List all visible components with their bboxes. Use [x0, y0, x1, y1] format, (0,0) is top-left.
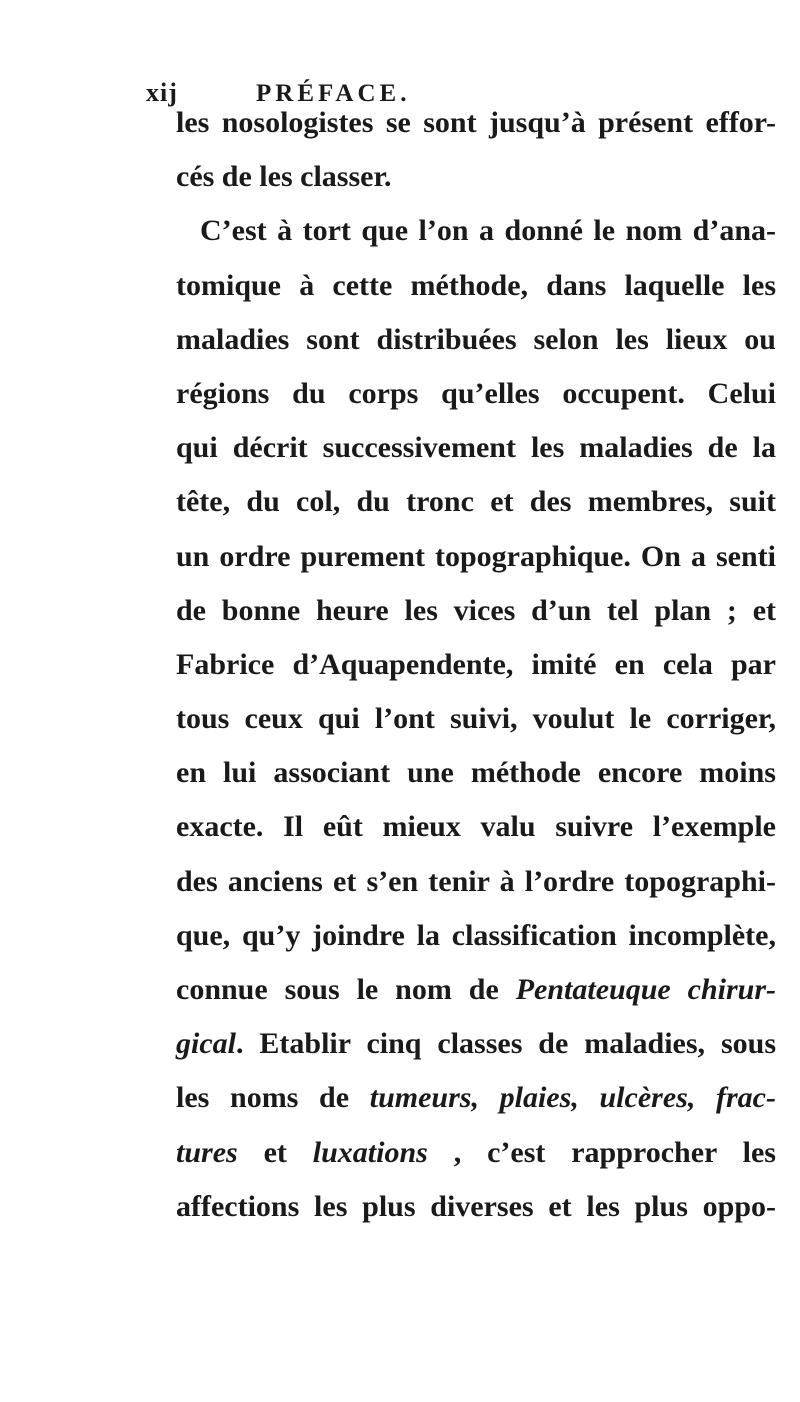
text-line [176, 963, 776, 1017]
text-line: tête, du col, du tronc et des membres, suit [176, 485, 776, 519]
text-line: cés de les classer. [176, 160, 392, 194]
text-line: maladies sont distribuées selon les lieux ou [176, 322, 776, 356]
text-line [176, 1071, 776, 1125]
italic-term: plaies [499, 1081, 572, 1115]
text-line [176, 1126, 776, 1180]
text-line [176, 1017, 776, 1071]
text-line: qui décrit successivement les maladies de la [176, 431, 776, 465]
text-line: un ordre purement topographique. On a senti [176, 539, 776, 573]
text-run: et [237, 1135, 313, 1169]
text-line: des anciens et s’en tenir à l’ordre topographi- [176, 864, 776, 898]
italic-term: tumeurs [369, 1081, 472, 1115]
italic-title: gical [176, 1027, 236, 1061]
text-line: que, qu’y joindre la classification incomplète, [176, 918, 776, 952]
text-line: en lui associant une méthode encore moins [176, 756, 776, 790]
text-run: , [571, 1081, 600, 1115]
text-line: régions du corps qu’elles occupent. Celui [176, 376, 776, 410]
italic-term: luxations [312, 1135, 428, 1169]
text-run: connue sous le nom de [176, 973, 516, 1006]
running-head: PRÉFACE. [256, 80, 411, 107]
text-run: , [471, 1081, 500, 1115]
page-number: xij [146, 78, 178, 107]
text-line: Fabrice d’Aquapendente, imité en cela par [176, 647, 776, 681]
text-run: , [687, 1081, 717, 1115]
text-line: les nosologistes se sont jusqu’à présent effor- [176, 106, 776, 139]
text-run: . Etablir cinq classes de maladies, sous [236, 1027, 776, 1061]
text-line: tomique à cette méthode, dans laquelle les [176, 268, 776, 302]
italic-title: Pentateuque chirur- [515, 973, 777, 1006]
text-run: les noms de [176, 1081, 370, 1115]
body-text [176, 96, 776, 1234]
italic-term: frac- [716, 1081, 776, 1115]
text-line: tous ceux qui l’ont suivi, voulut le corriger, [176, 702, 776, 736]
text-line: de bonne heure les vices d’un tel plan ; et [176, 593, 776, 627]
text-line: exacte. Il eût mieux valu suivre l’exemple [176, 810, 776, 844]
italic-term: ulcères [599, 1081, 688, 1115]
text-line: C’est à tort que l’on a donné le nom d’ana- [200, 214, 776, 248]
italic-term: tures [176, 1135, 238, 1169]
text-run: , c’est rapprocher les [427, 1135, 776, 1169]
text-line: affections les plus diverses et les plus oppo- [176, 1189, 776, 1223]
